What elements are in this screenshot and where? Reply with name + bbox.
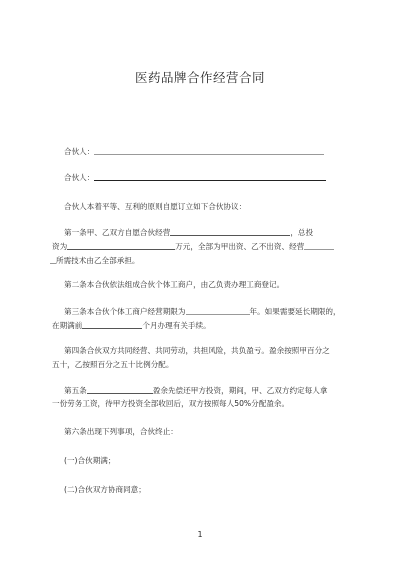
article-1-line-2	[52, 241, 334, 252]
termination-item-1: (一)合伙期满；	[64, 456, 116, 465]
investment-blank	[67, 241, 175, 250]
business-blank	[170, 227, 290, 236]
termination-item-2: (二)合伙双方协商同意；	[64, 485, 146, 494]
partner-blank-1	[94, 146, 324, 155]
article-6: 第六条出现下列事项，合伙终止：	[64, 427, 178, 436]
article-5-text-a: 第五条	[64, 386, 87, 395]
article-3-text-b: 年。如果需要延长期限的，	[249, 307, 341, 316]
article-1-text-e: 所需技术由乙全部承担。	[56, 256, 140, 265]
article-5-text-b: 盈余先偿还甲方投资，期间，甲、乙双方约定每人拿	[152, 386, 328, 395]
article-4-line-1: 第四条合伙双方共同经营、共同劳动，共担风险，共负盈亏。盈余按照甲百分之	[64, 346, 330, 355]
article-1-line-1	[64, 227, 313, 238]
article-2: 第二条本合伙依法组成合伙个体工商户，由乙负责办理工商登记。	[64, 280, 285, 289]
page-number: 1	[197, 530, 203, 539]
surplus-blank	[87, 385, 153, 394]
partner-line-1	[64, 146, 324, 157]
article-3-text-c: 在期满前	[52, 321, 83, 330]
article-3-text-d: 个月办理有关手续。	[142, 321, 211, 330]
term-years-blank	[186, 306, 250, 315]
article-3-text-a: 第三条本合伙个体工商户经营期限为	[64, 307, 186, 316]
article-1-text-a: 第一条甲、乙双方自愿合伙经营	[64, 228, 171, 237]
partner-blank-2	[94, 172, 326, 181]
article-5-line-1	[64, 385, 327, 396]
partner-line-2	[64, 172, 326, 183]
technology-blank	[304, 241, 334, 250]
partner-label-2: 合伙人：	[64, 173, 95, 182]
article-1-line-3	[50, 255, 140, 266]
article-3-line-1	[64, 306, 341, 317]
document-title: 医药品牌合作经营合同	[134, 70, 265, 85]
intro-text: 合伙人本着平等、互利的原则自愿订立如下合伙协议：	[64, 202, 247, 211]
renewal-months-blank	[82, 320, 142, 329]
article-4-line-2: 五十，乙按照百分之五十比例分配。	[52, 360, 174, 369]
article-1-text-d: 万元，全部为甲出资、乙不出资、经营	[175, 242, 305, 251]
article-1-text-c: 资为	[52, 242, 68, 251]
article-3-line-2	[52, 320, 211, 331]
article-5-line-2: 一份劳务工资，待甲方投资全部收回后，双方按照每人50%分配盈余。	[52, 399, 290, 408]
article-1-text-b: ，总投	[290, 228, 314, 237]
partner-label-1: 合伙人：	[64, 147, 95, 156]
